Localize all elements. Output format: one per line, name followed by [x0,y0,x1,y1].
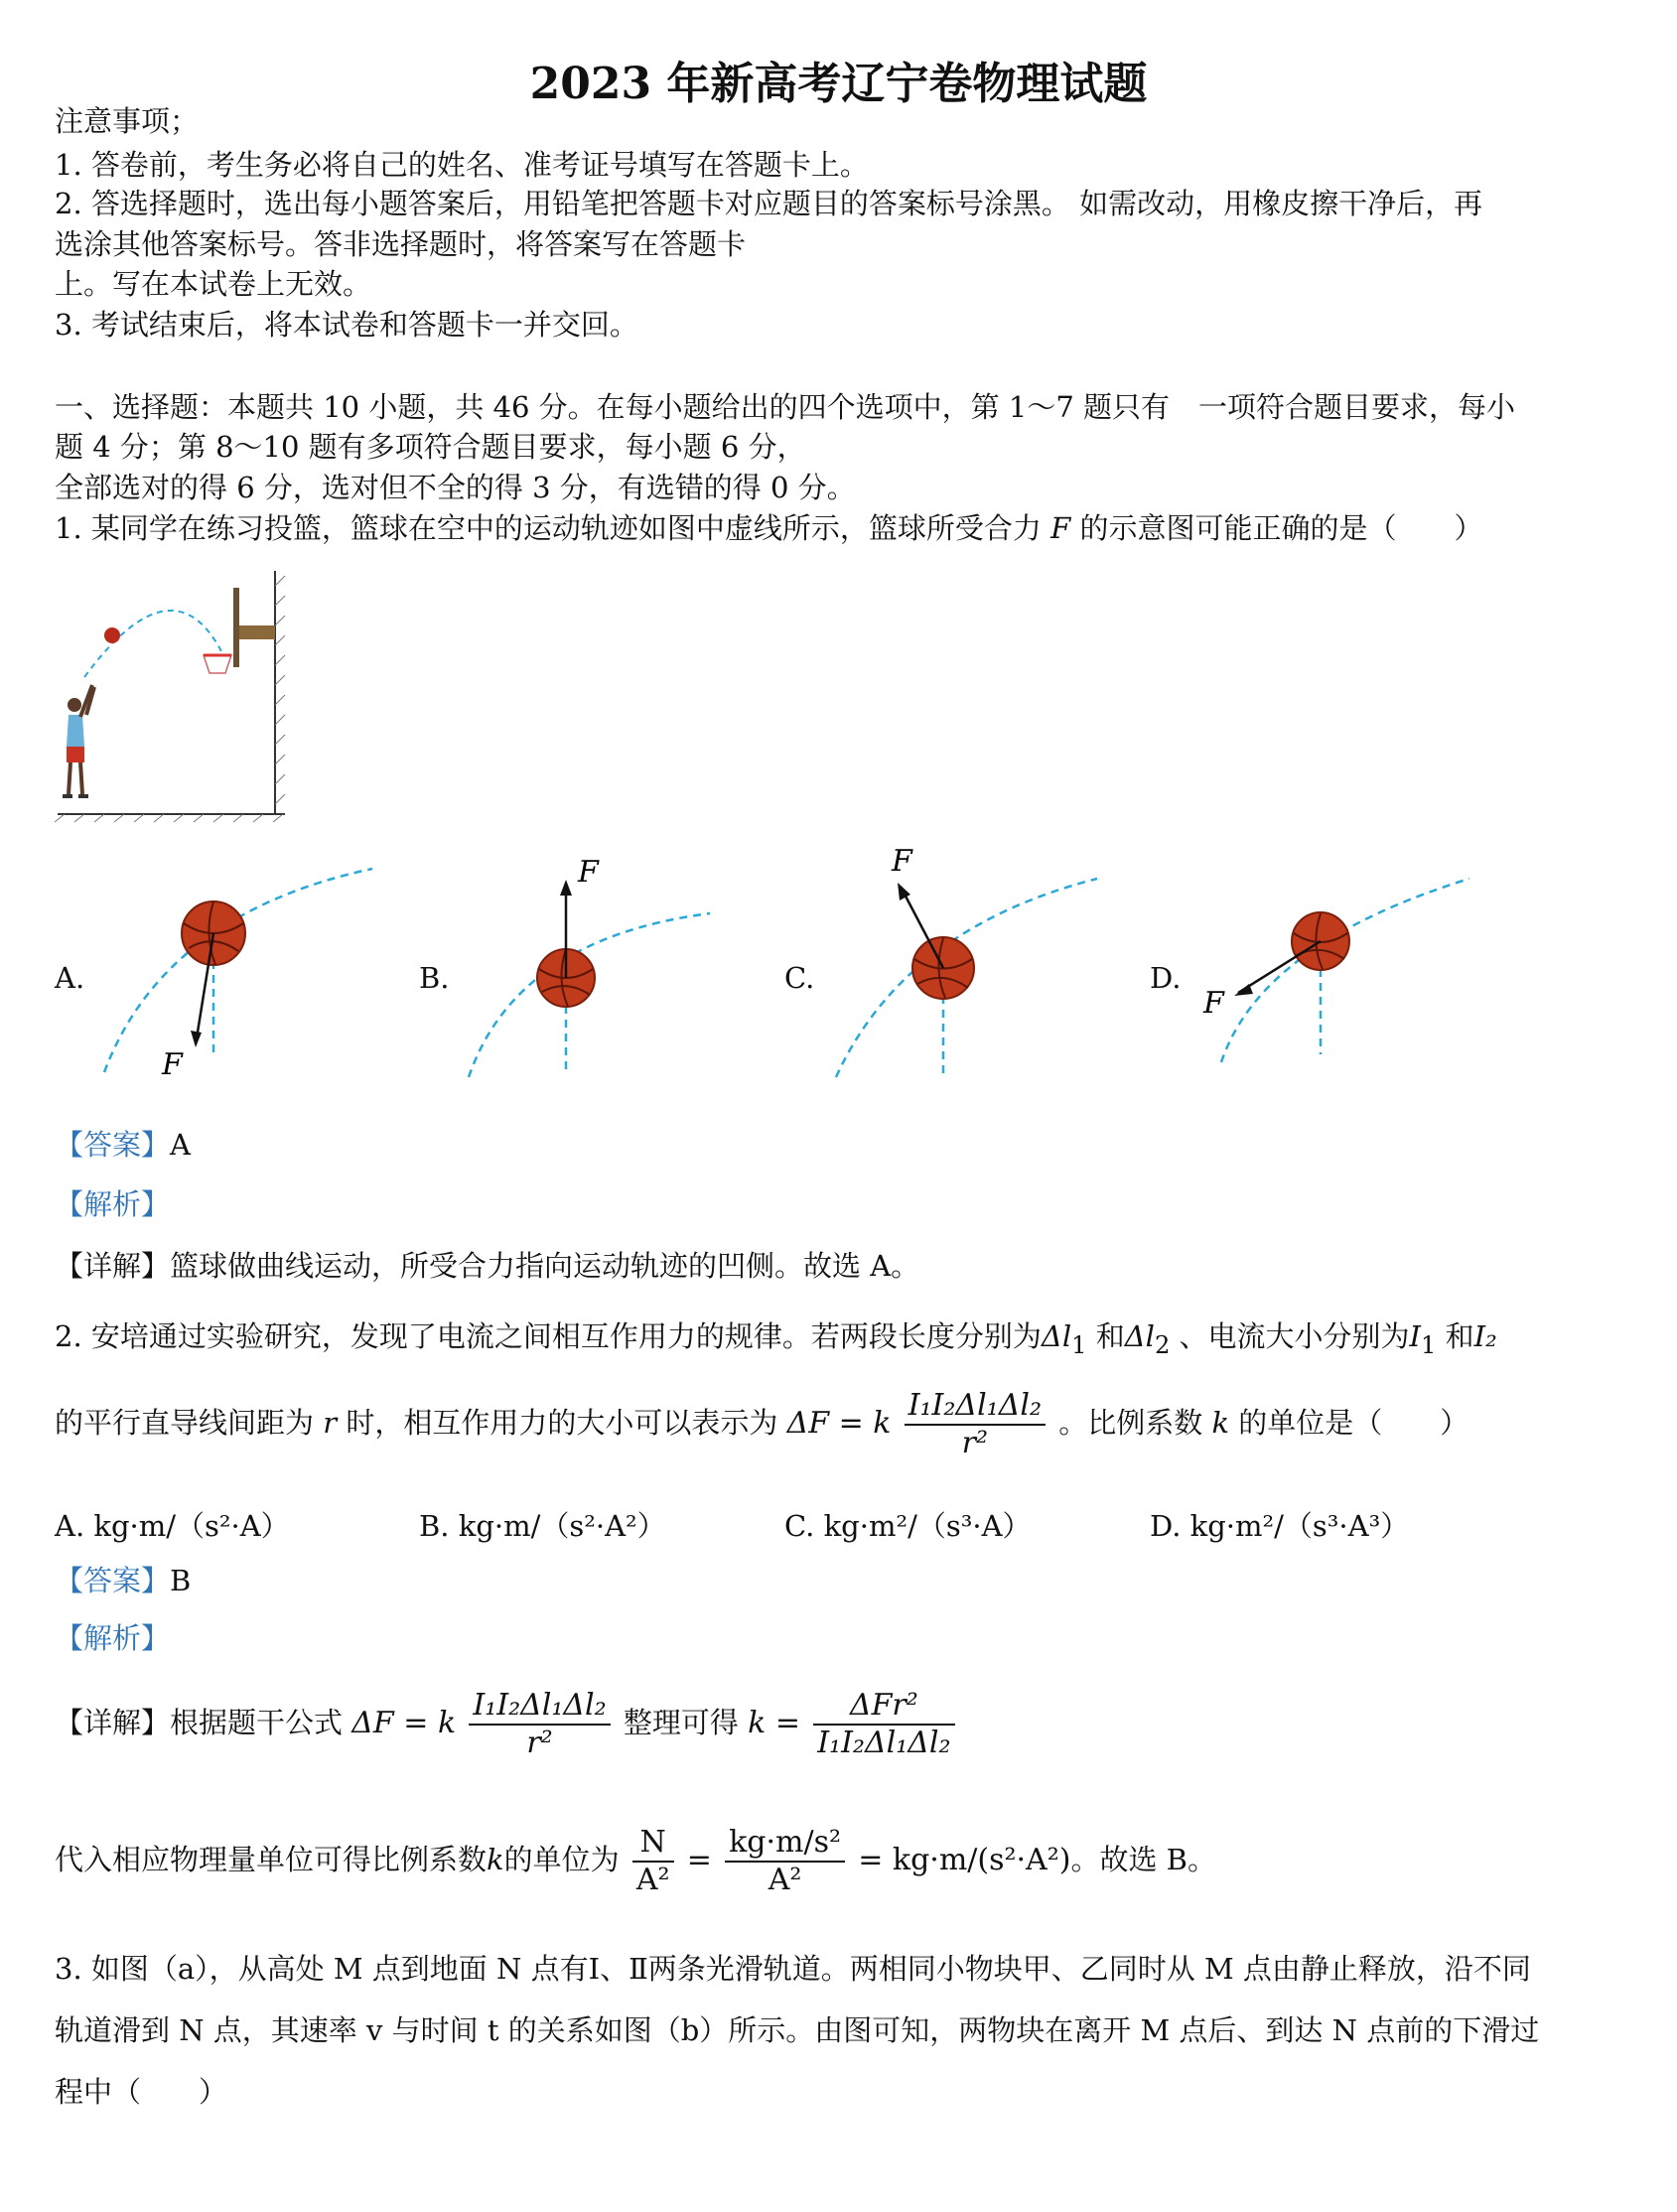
q1-option-c-figure [824,839,1122,1082]
unit-result: = kg·m/(s²·A²) [858,1843,1071,1877]
q2-stem-text: 。比例系数 [1058,1406,1203,1440]
answer-value: A [170,1128,191,1162]
notice-item: 上。写在本试卷上无效。 [55,267,372,301]
notice-item: 选涂其他答案标号。答非选择题时，将答案写在答题卡 [55,227,747,261]
q2-option-c: C. kg·m²/（s³·A） [784,1509,1032,1543]
q1-stem-var: F [1050,511,1071,545]
net-icon [204,655,231,673]
q1-option-d-figure [1191,864,1489,1072]
answer-tag: 【答案】 [55,1564,171,1597]
q1-option-b-label: B. [419,961,450,995]
unit-text: 代入相应物理量单位可得比例系数 [55,1843,488,1876]
q3-stem-line: 程中（ ） [55,2075,228,2109]
q1-analysis-row [55,1184,170,1224]
page-title: 2023 年新高考辽宁卷物理试题 [529,59,1148,109]
formula-numerator: I₁I₂Δl₁Δl₂ [905,1388,1046,1426]
hoop-bracket [235,625,275,639]
notice-item: 1. 答卷前，考生务必将自己的姓名、准考证号填写在答题卡上。 [55,148,869,182]
unit-fraction [632,1825,674,1898]
detail-tag: 【详解】 [55,1249,171,1283]
section-line: 题 4 分；第 8～10 题有多项符合题目要求，每小题 6 分， [55,430,806,464]
q1-option-a-label: A. [55,961,85,995]
section-line: 全部选对的得 6 分，选对但不全的得 3 分，有选错的得 0 分。 [55,471,856,504]
backboard [233,588,239,667]
constant-k: k [1211,1406,1230,1440]
unit-denominator: A² [635,1863,670,1897]
current-i2: I₂ [1473,1319,1497,1353]
subscript: 2 [1154,1330,1171,1359]
q2-stem-text: 的单位是（ ） [1238,1406,1469,1440]
small-ball-icon [104,627,120,643]
q2-stem-text: 时，相互作用力的大小可以表示为 [346,1406,778,1440]
formula-lhs: ΔF = k [351,1706,457,1740]
detail-text: 根据题干公式 [170,1706,344,1739]
delta-l1: Δl [1041,1319,1072,1353]
formula-numerator: ΔFr² [813,1688,954,1726]
unit-denominator: A² [768,1863,802,1897]
trajectory-dashed [84,611,223,677]
detail-text: 整理可得 [623,1706,739,1739]
formula-fraction [469,1688,610,1761]
q2-stem-line2 [55,1388,1468,1461]
formula-denominator: r² [961,1426,988,1460]
unit-text: 。故选 B。 [1070,1843,1216,1876]
q2-stem-text: 2. 安培通过实验研究，发现了电流之间相互作用力的规律。若两段长度分别为 [55,1319,1042,1353]
formula-fraction [905,1388,1046,1461]
force-label: F [578,855,599,890]
q1-option-d-label: D. [1150,961,1182,995]
notice-item: 2. 答选择题时，选出每小题答案后，用铅笔把答题卡对应题目的答案标号涂黑。 如需改动，用橡皮擦干净后，再 [55,187,1483,220]
q3-stem-line: 轨道滑到 N 点，其速率 v 与时间 t 的关系如图（b）所示。由图可知，两物块在离开 M 点后、到达 N 点前的下滑过 [55,2013,1540,2047]
formula-denominator: I₁I₂Δl₁Δl₂ [817,1726,951,1760]
q1-option-c-label: C. [784,961,815,995]
answer-tag: 【答案】 [55,1128,171,1162]
equals-sign: = [686,1843,712,1877]
q2-analysis-row [55,1618,170,1658]
formula-fraction [813,1688,954,1761]
unit-fraction [725,1825,845,1898]
force-label: F [162,1047,183,1082]
q2-detail-row [55,1688,959,1761]
analysis-tag: 【解析】 [55,1621,171,1655]
q2-answer-row [55,1561,191,1600]
q2-option-b: B. kg·m/（s²·A²） [419,1509,666,1543]
detail-text: 篮球做曲线运动，所受合力指向运动轨迹的凹侧。故选 A。 [170,1249,920,1283]
q2-stem-line1 [55,1316,1497,1365]
force-label: F [1203,986,1224,1021]
section-line: 一、选择题：本题共 10 小题，共 46 分。在每小题给出的四个选项中，第 1～7 题只有 一项符合题目要求，每小 [55,390,1516,424]
unit-text: 的单位为 [503,1843,620,1876]
q2-stem-text: 和 [1445,1319,1474,1353]
q1-option-a-figure [94,854,392,1082]
q1-detail-row [55,1246,919,1286]
trajectory-dashed [1221,879,1469,1062]
subscript: 1 [1071,1330,1087,1359]
q2-stem-text: 、电流大小分别为 [1179,1319,1410,1353]
notice-item: 3. 考试结束后，将本试卷和答题卡一并交回。 [55,308,638,342]
q2-unit-row [55,1825,1216,1898]
formula-lhs: k = [748,1706,800,1740]
unit-numerator: kg·m/s² [725,1825,845,1863]
distance-r: r [323,1406,338,1440]
q2-stem-text: 和 [1095,1319,1125,1353]
q1-stem [55,508,1482,548]
q2-option-a: A. kg·m/（s²·A） [55,1509,290,1543]
player-icon [63,685,94,796]
q1-answer-row [55,1125,191,1165]
formula-numerator: I₁I₂Δl₁Δl₂ [469,1688,610,1726]
q1-option-b-figure [457,844,735,1082]
delta-l2: Δl [1124,1319,1155,1353]
q1-stem-a: 1. 某同学在练习投篮，篮球在空中的运动轨迹如图中虚线所示，篮球所受合力 [55,511,1042,545]
notice-heading: 注意事项； [55,104,200,138]
analysis-tag: 【解析】 [55,1187,171,1221]
answer-value: B [170,1564,192,1597]
basketball-scene-figure [55,566,293,824]
q2-option-d: D. kg·m²/（s³·A³） [1150,1509,1410,1543]
q1-stem-b: 的示意图可能正确的是（ ） [1079,511,1483,545]
force-label: F [892,844,912,879]
subscript: 1 [1421,1330,1437,1359]
formula-lhs: ΔF = k [786,1406,892,1441]
unit-numerator: N [632,1825,674,1863]
current-i1: I [1409,1319,1422,1353]
formula-denominator: r² [526,1726,553,1760]
detail-tag: 【详解】 [55,1706,171,1739]
constant-k: k [487,1843,504,1876]
q3-stem-line: 3. 如图（a），从高处 M 点到地面 N 点有Ⅰ、Ⅱ两条光滑轨道。两相同小物块甲、乙同时从 M 点由静止释放，沿不同 [55,1952,1531,1986]
q2-stem-text: 的平行直导线间距为 [55,1406,315,1440]
trajectory-dashed [104,869,372,1072]
